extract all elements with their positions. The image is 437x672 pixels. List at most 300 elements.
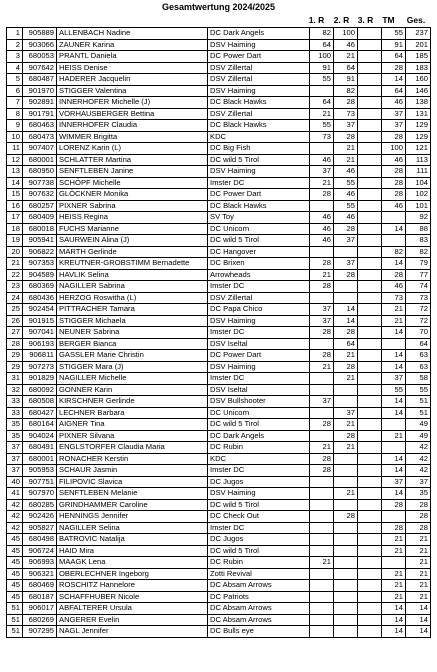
rank-cell: 12: [7, 154, 23, 166]
round-2-cell: 21: [334, 143, 358, 155]
club-cell: DC Black Hawks: [208, 97, 310, 109]
table-row: [7, 384, 431, 396]
player-name-cell: SCHAFFHUBER Nicole: [57, 591, 208, 603]
round-3-cell: [358, 154, 382, 166]
round-3-cell: [358, 430, 382, 442]
team-cell: 21: [382, 304, 406, 316]
table-row: [7, 430, 431, 442]
table-row: [7, 568, 431, 580]
table-row: [7, 189, 431, 201]
club-cell: DC Big Fish: [208, 143, 310, 155]
round-3-cell: [358, 442, 382, 454]
team-cell: 28: [382, 177, 406, 189]
round-2-cell: 14: [334, 304, 358, 316]
total-cell: 28: [406, 511, 431, 523]
table-row: [7, 200, 431, 212]
player-id-cell: 680164: [23, 419, 57, 431]
club-cell: DSV Iseltal: [208, 384, 310, 396]
round-1-cell: 73: [310, 131, 334, 143]
round-2-cell: [334, 499, 358, 511]
round-1-cell: 28: [310, 453, 334, 465]
header-round-3: 3. R: [357, 15, 374, 25]
table-row: [7, 108, 431, 120]
round-1-cell: [310, 488, 334, 500]
standings-body: [7, 28, 431, 638]
round-2-cell: [334, 522, 358, 534]
total-cell: 129: [406, 120, 431, 132]
total-cell: 73: [406, 292, 431, 304]
page-title: Gesamtwertung 2024/2025: [161, 2, 276, 12]
team-cell: 55: [382, 28, 406, 40]
table-row: [7, 292, 431, 304]
rank-cell: 19: [7, 235, 23, 247]
rank-cell: 45: [7, 568, 23, 580]
player-name-cell: SCHAUR Jasmin: [57, 465, 208, 477]
table-row: [7, 373, 431, 385]
table-row: [7, 154, 431, 166]
rank-cell: 3: [7, 51, 23, 63]
club-cell: DSV Haiming: [208, 488, 310, 500]
rank-cell: 28: [7, 338, 23, 350]
round-3-cell: [358, 177, 382, 189]
team-cell: 82: [382, 246, 406, 258]
team-cell: 21: [382, 430, 406, 442]
rank-cell: 17: [7, 212, 23, 224]
table-row: [7, 166, 431, 178]
player-id-cell: 907353: [23, 258, 57, 270]
total-cell: 21: [406, 545, 431, 557]
player-id-cell: 903066: [23, 39, 57, 51]
club-cell: DSV Haiming: [208, 166, 310, 178]
player-id-cell: 904589: [23, 269, 57, 281]
round-1-cell: [310, 143, 334, 155]
round-2-cell: 28: [334, 223, 358, 235]
total-cell: 160: [406, 74, 431, 86]
player-name-cell: HEISS Regina: [57, 212, 208, 224]
total-cell: 237: [406, 28, 431, 40]
round-2-cell: 28: [334, 97, 358, 109]
rank-cell: 32: [7, 384, 23, 396]
rank-cell: 42: [7, 511, 23, 523]
total-cell: 72: [406, 315, 431, 327]
player-id-cell: 680491: [23, 442, 57, 454]
round-2-cell: 46: [334, 189, 358, 201]
team-cell: 14: [382, 453, 406, 465]
club-cell: DC Jugos: [208, 476, 310, 488]
player-id-cell: 906811: [23, 350, 57, 362]
round-1-cell: 28: [310, 350, 334, 362]
player-id-cell: 906993: [23, 557, 57, 569]
player-id-cell: 906321: [23, 568, 57, 580]
rank-cell: 33: [7, 396, 23, 408]
team-cell: [382, 235, 406, 247]
round-1-cell: [310, 373, 334, 385]
team-cell: [382, 419, 406, 431]
round-2-cell: 21: [334, 419, 358, 431]
team-cell: 14: [382, 407, 406, 419]
player-name-cell: PIXNER Silvana: [57, 430, 208, 442]
club-cell: DC Unicorn: [208, 223, 310, 235]
player-name-cell: MAAGK Lena: [57, 557, 208, 569]
round-3-cell: [358, 488, 382, 500]
header-team: TM: [382, 15, 395, 25]
rank-cell: 29: [7, 361, 23, 373]
round-3-cell: [358, 97, 382, 109]
player-id-cell: 901829: [23, 373, 57, 385]
total-cell: 63: [406, 350, 431, 362]
round-2-cell: 28: [334, 269, 358, 281]
club-cell: Imster DC: [208, 522, 310, 534]
team-cell: 28: [382, 62, 406, 74]
round-1-cell: [310, 499, 334, 511]
round-2-cell: 37: [334, 258, 358, 270]
rank-cell: 45: [7, 557, 23, 569]
round-3-cell: [358, 292, 382, 304]
round-2-cell: [334, 568, 358, 580]
total-cell: 92: [406, 212, 431, 224]
rank-cell: 4: [7, 62, 23, 74]
club-cell: DC Power Dart: [208, 189, 310, 201]
round-1-cell: [310, 580, 334, 592]
round-3-cell: [358, 568, 382, 580]
total-cell: 131: [406, 108, 431, 120]
header-round-1: 1. R: [308, 15, 325, 25]
round-1-cell: 28: [310, 465, 334, 477]
team-cell: 21: [382, 580, 406, 592]
round-1-cell: [310, 430, 334, 442]
player-name-cell: INNERHOFER Claudia: [57, 120, 208, 132]
table-row: [7, 511, 431, 523]
round-3-cell: [358, 143, 382, 155]
club-cell: DC wild 5 Tirol: [208, 499, 310, 511]
round-2-cell: 21: [334, 373, 358, 385]
player-name-cell: BERGER Bianca: [57, 338, 208, 350]
rank-cell: 45: [7, 580, 23, 592]
rank-cell: 22: [7, 269, 23, 281]
club-cell: DC Patriots: [208, 591, 310, 603]
player-name-cell: NEUNER Sabrina: [57, 327, 208, 339]
table-row: [7, 28, 431, 40]
round-1-cell: [310, 407, 334, 419]
round-1-cell: 46: [310, 154, 334, 166]
table-row: [7, 614, 431, 626]
round-3-cell: [358, 350, 382, 362]
player-id-cell: 680463: [23, 120, 57, 132]
round-1-cell: 28: [310, 327, 334, 339]
player-name-cell: HEISS Denise: [57, 62, 208, 74]
team-cell: 28: [382, 522, 406, 534]
club-cell: DSV Zillertal: [208, 108, 310, 120]
player-id-cell: 680508: [23, 396, 57, 408]
player-id-cell: 907738: [23, 177, 57, 189]
round-1-cell: 37: [310, 166, 334, 178]
club-cell: Arrowheads: [208, 269, 310, 281]
club-cell: Imster DC: [208, 327, 310, 339]
round-3-cell: [358, 258, 382, 270]
player-id-cell: 680001: [23, 154, 57, 166]
round-3-cell: [358, 522, 382, 534]
club-cell: KDC: [208, 453, 310, 465]
player-id-cell: 902426: [23, 511, 57, 523]
round-3-cell: [358, 338, 382, 350]
round-3-cell: [358, 361, 382, 373]
round-1-cell: 37: [310, 396, 334, 408]
player-name-cell: GRINDHAMMER Caroline: [57, 499, 208, 511]
table-row: [7, 235, 431, 247]
round-2-cell: [334, 384, 358, 396]
header-round-2: 2. R: [333, 15, 350, 25]
club-cell: DC Absam Arrows: [208, 603, 310, 615]
rank-cell: 9: [7, 120, 23, 132]
round-3-cell: [358, 235, 382, 247]
total-cell: 101: [406, 200, 431, 212]
total-cell: 28: [406, 522, 431, 534]
table-row: [7, 591, 431, 603]
player-name-cell: STIGGER Valentina: [57, 85, 208, 97]
round-3-cell: [358, 511, 382, 523]
round-2-cell: 100: [334, 28, 358, 40]
rank-cell: 25: [7, 304, 23, 316]
total-cell: 138: [406, 97, 431, 109]
player-id-cell: 902891: [23, 97, 57, 109]
round-2-cell: 28: [334, 131, 358, 143]
table-row: [7, 143, 431, 155]
round-1-cell: 55: [310, 74, 334, 86]
round-1-cell: [310, 292, 334, 304]
round-3-cell: [358, 246, 382, 258]
club-cell: Imster DC: [208, 177, 310, 189]
club-cell: DSV Iseltal: [208, 338, 310, 350]
team-cell: 21: [382, 568, 406, 580]
player-id-cell: 680498: [23, 534, 57, 546]
player-name-cell: LORENZ Karin (L): [57, 143, 208, 155]
total-cell: 74: [406, 281, 431, 293]
table-row: [7, 74, 431, 86]
rank-cell: 24: [7, 292, 23, 304]
table-row: [7, 534, 431, 546]
player-name-cell: PITTRACHER Tamara: [57, 304, 208, 316]
rank-cell: 45: [7, 591, 23, 603]
total-cell: 28: [406, 499, 431, 511]
table-row: [7, 97, 431, 109]
player-name-cell: AIGNER Tina: [57, 419, 208, 431]
table-row: [7, 603, 431, 615]
rank-cell: 21: [7, 258, 23, 270]
team-cell: 28: [382, 189, 406, 201]
round-1-cell: 64: [310, 97, 334, 109]
round-3-cell: [358, 419, 382, 431]
round-3-cell: [358, 476, 382, 488]
team-cell: 14: [382, 223, 406, 235]
round-1-cell: 21: [310, 177, 334, 189]
round-2-cell: 46: [334, 166, 358, 178]
player-name-cell: ANGERER Evelin: [57, 614, 208, 626]
round-3-cell: [358, 304, 382, 316]
round-3-cell: [358, 28, 382, 40]
team-cell: 14: [382, 361, 406, 373]
player-name-cell: FILIPOVIC Slavica: [57, 476, 208, 488]
table-row: [7, 499, 431, 511]
player-name-cell: NAGILLER Selina: [57, 522, 208, 534]
player-name-cell: SAURWEIN Alina (J): [57, 235, 208, 247]
player-id-cell: 680436: [23, 292, 57, 304]
round-2-cell: [334, 626, 358, 638]
round-1-cell: [310, 545, 334, 557]
player-name-cell: HAVLIK Selina: [57, 269, 208, 281]
round-1-cell: [310, 85, 334, 97]
total-cell: 58: [406, 373, 431, 385]
player-name-cell: MARTH Gerlinde: [57, 246, 208, 258]
player-name-cell: SCHLATTER Martina: [57, 154, 208, 166]
player-name-cell: ENGLSTORFER Claudia Maria: [57, 442, 208, 454]
table-row: [7, 396, 431, 408]
table-row: [7, 580, 431, 592]
rank-cell: 35: [7, 419, 23, 431]
club-cell: DC Power Dart: [208, 51, 310, 63]
rank-cell: 29: [7, 350, 23, 362]
round-3-cell: [358, 120, 382, 132]
total-cell: 14: [406, 603, 431, 615]
round-3-cell: [358, 108, 382, 120]
team-cell: [382, 511, 406, 523]
table-row: [7, 281, 431, 293]
club-cell: DC Absam Arrows: [208, 580, 310, 592]
round-1-cell: [310, 591, 334, 603]
rank-cell: 14: [7, 177, 23, 189]
total-cell: 70: [406, 327, 431, 339]
round-3-cell: [358, 453, 382, 465]
team-cell: 14: [382, 396, 406, 408]
round-2-cell: 21: [334, 442, 358, 454]
player-id-cell: 906724: [23, 545, 57, 557]
round-3-cell: [358, 603, 382, 615]
round-3-cell: [358, 499, 382, 511]
round-3-cell: [358, 534, 382, 546]
team-cell: 21: [382, 534, 406, 546]
player-name-cell: STIGGER Michaela: [57, 315, 208, 327]
total-cell: 185: [406, 51, 431, 63]
rank-cell: 45: [7, 534, 23, 546]
club-cell: DSV Haiming: [208, 361, 310, 373]
player-id-cell: 680187: [23, 591, 57, 603]
total-cell: 111: [406, 166, 431, 178]
club-cell: DC wild 5 Tirol: [208, 545, 310, 557]
rank-cell: 7: [7, 97, 23, 109]
round-1-cell: 37: [310, 304, 334, 316]
total-cell: 72: [406, 304, 431, 316]
player-id-cell: 680092: [23, 384, 57, 396]
team-cell: 73: [382, 292, 406, 304]
player-id-cell: 680369: [23, 281, 57, 293]
round-2-cell: [334, 292, 358, 304]
player-id-cell: 680469: [23, 580, 57, 592]
club-cell: DSV Haiming: [208, 85, 310, 97]
team-cell: 37: [382, 120, 406, 132]
player-id-cell: 907273: [23, 361, 57, 373]
round-2-cell: 21: [334, 154, 358, 166]
player-name-cell: GONNER Karin: [57, 384, 208, 396]
round-3-cell: [358, 407, 382, 419]
player-id-cell: 680285: [23, 499, 57, 511]
team-cell: 21: [382, 315, 406, 327]
total-cell: 49: [406, 430, 431, 442]
total-cell: 102: [406, 189, 431, 201]
round-3-cell: [358, 223, 382, 235]
round-3-cell: [358, 85, 382, 97]
round-2-cell: [334, 545, 358, 557]
round-2-cell: 55: [334, 177, 358, 189]
round-2-cell: 28: [334, 511, 358, 523]
player-id-cell: 680001: [23, 453, 57, 465]
table-row: [7, 453, 431, 465]
round-2-cell: 21: [334, 51, 358, 63]
total-cell: 37: [406, 476, 431, 488]
club-cell: DC wild 5 Tirol: [208, 235, 310, 247]
round-3-cell: [358, 39, 382, 51]
table-row: [7, 304, 431, 316]
rank-cell: 42: [7, 499, 23, 511]
round-3-cell: [358, 62, 382, 74]
team-cell: 100: [382, 143, 406, 155]
team-cell: 21: [382, 545, 406, 557]
round-1-cell: 21: [310, 269, 334, 281]
round-1-cell: [310, 246, 334, 258]
round-1-cell: 21: [310, 361, 334, 373]
round-1-cell: [310, 626, 334, 638]
total-cell: 55: [406, 384, 431, 396]
player-id-cell: 905827: [23, 522, 57, 534]
rank-cell: 18: [7, 223, 23, 235]
player-name-cell: LECHNER Barbara: [57, 407, 208, 419]
rank-cell: 2: [7, 39, 23, 51]
team-cell: 46: [382, 97, 406, 109]
round-1-cell: 46: [310, 212, 334, 224]
total-cell: 113: [406, 154, 431, 166]
round-2-cell: 82: [334, 85, 358, 97]
team-cell: 14: [382, 465, 406, 477]
round-2-cell: 21: [334, 350, 358, 362]
player-name-cell: VORHAUSBERGER Bettina: [57, 108, 208, 120]
round-3-cell: [358, 200, 382, 212]
team-cell: 14: [382, 350, 406, 362]
rank-cell: 41: [7, 488, 23, 500]
round-1-cell: [310, 384, 334, 396]
player-name-cell: OBERLECHNER Ingeborg: [57, 568, 208, 580]
rank-cell: 26: [7, 315, 23, 327]
round-3-cell: [358, 131, 382, 143]
total-cell: 104: [406, 177, 431, 189]
team-cell: 64: [382, 85, 406, 97]
total-cell: 129: [406, 131, 431, 143]
total-cell: 201: [406, 39, 431, 51]
round-2-cell: 55: [334, 200, 358, 212]
total-cell: 14: [406, 614, 431, 626]
player-name-cell: HENNINGS Jennifer: [57, 511, 208, 523]
round-3-cell: [358, 384, 382, 396]
total-cell: 21: [406, 534, 431, 546]
round-1-cell: [310, 511, 334, 523]
round-3-cell: [358, 591, 382, 603]
rank-cell: 35: [7, 430, 23, 442]
round-1-cell: [310, 338, 334, 350]
player-name-cell: GLÖCKNER Monika: [57, 189, 208, 201]
player-name-cell: NAGILLER Sabrina: [57, 281, 208, 293]
player-name-cell: ALLENBACH Nadine: [57, 28, 208, 40]
rank-cell: 5: [7, 74, 23, 86]
table-row: [7, 626, 431, 638]
rank-cell: 51: [7, 603, 23, 615]
round-1-cell: 55: [310, 120, 334, 132]
